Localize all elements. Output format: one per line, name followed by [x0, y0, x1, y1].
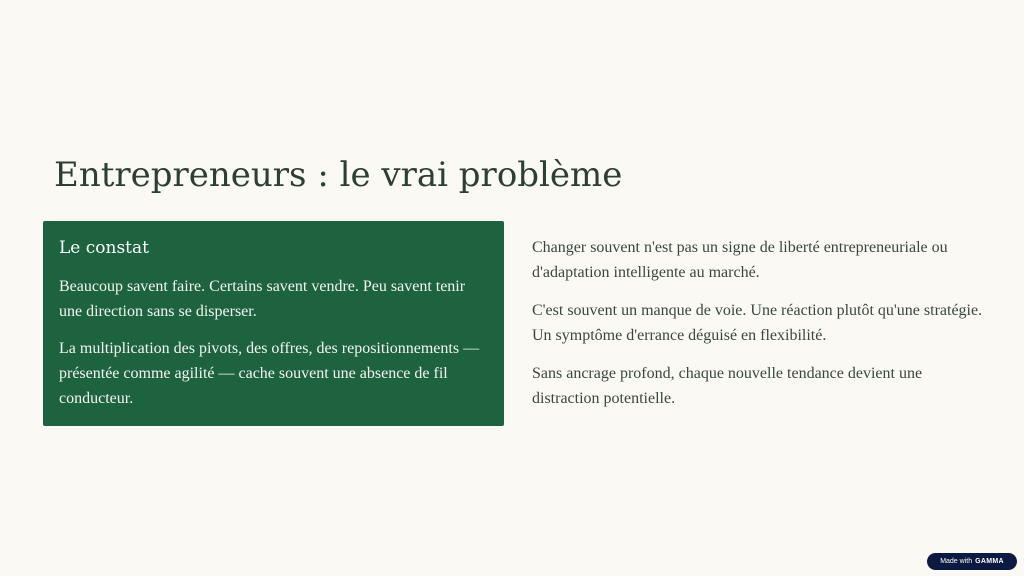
constat-card: [43, 221, 504, 426]
card-title: Le constat: [59, 238, 149, 258]
made-with-gamma-badge[interactable]: [927, 553, 1017, 570]
right-paragraph-1: Changer souvent n'est pas un signe de liberté entrepreneuriale ou d'adaptation intelligente au marché.: [532, 239, 948, 281]
right-paragraph-3: Sans ancrage profond, chaque nouvelle tendance devient une distraction potentielle.: [532, 365, 923, 407]
gamma-logo: GAMMA: [975, 558, 1004, 565]
right-column: [532, 235, 992, 424]
slide-title: Entrepreneurs : le vrai problème: [54, 155, 623, 195]
badge-prefix: Made with: [940, 558, 973, 565]
card-paragraph-2: La multiplication des pivots, des offres, des repositionnements — présentée comme agilité — cache souvent une absence de fil conducteur.: [59, 340, 480, 407]
card-paragraph-1: Beaucoup savent faire. Certains savent vendre. Peu savent tenir une direction sans se disperser.: [59, 278, 466, 320]
right-paragraph-2: C'est souvent un manque de voie. Une réaction plutôt qu'une stratégie. Un symptôme d'errance déguisé en flexibilité.: [532, 302, 983, 344]
